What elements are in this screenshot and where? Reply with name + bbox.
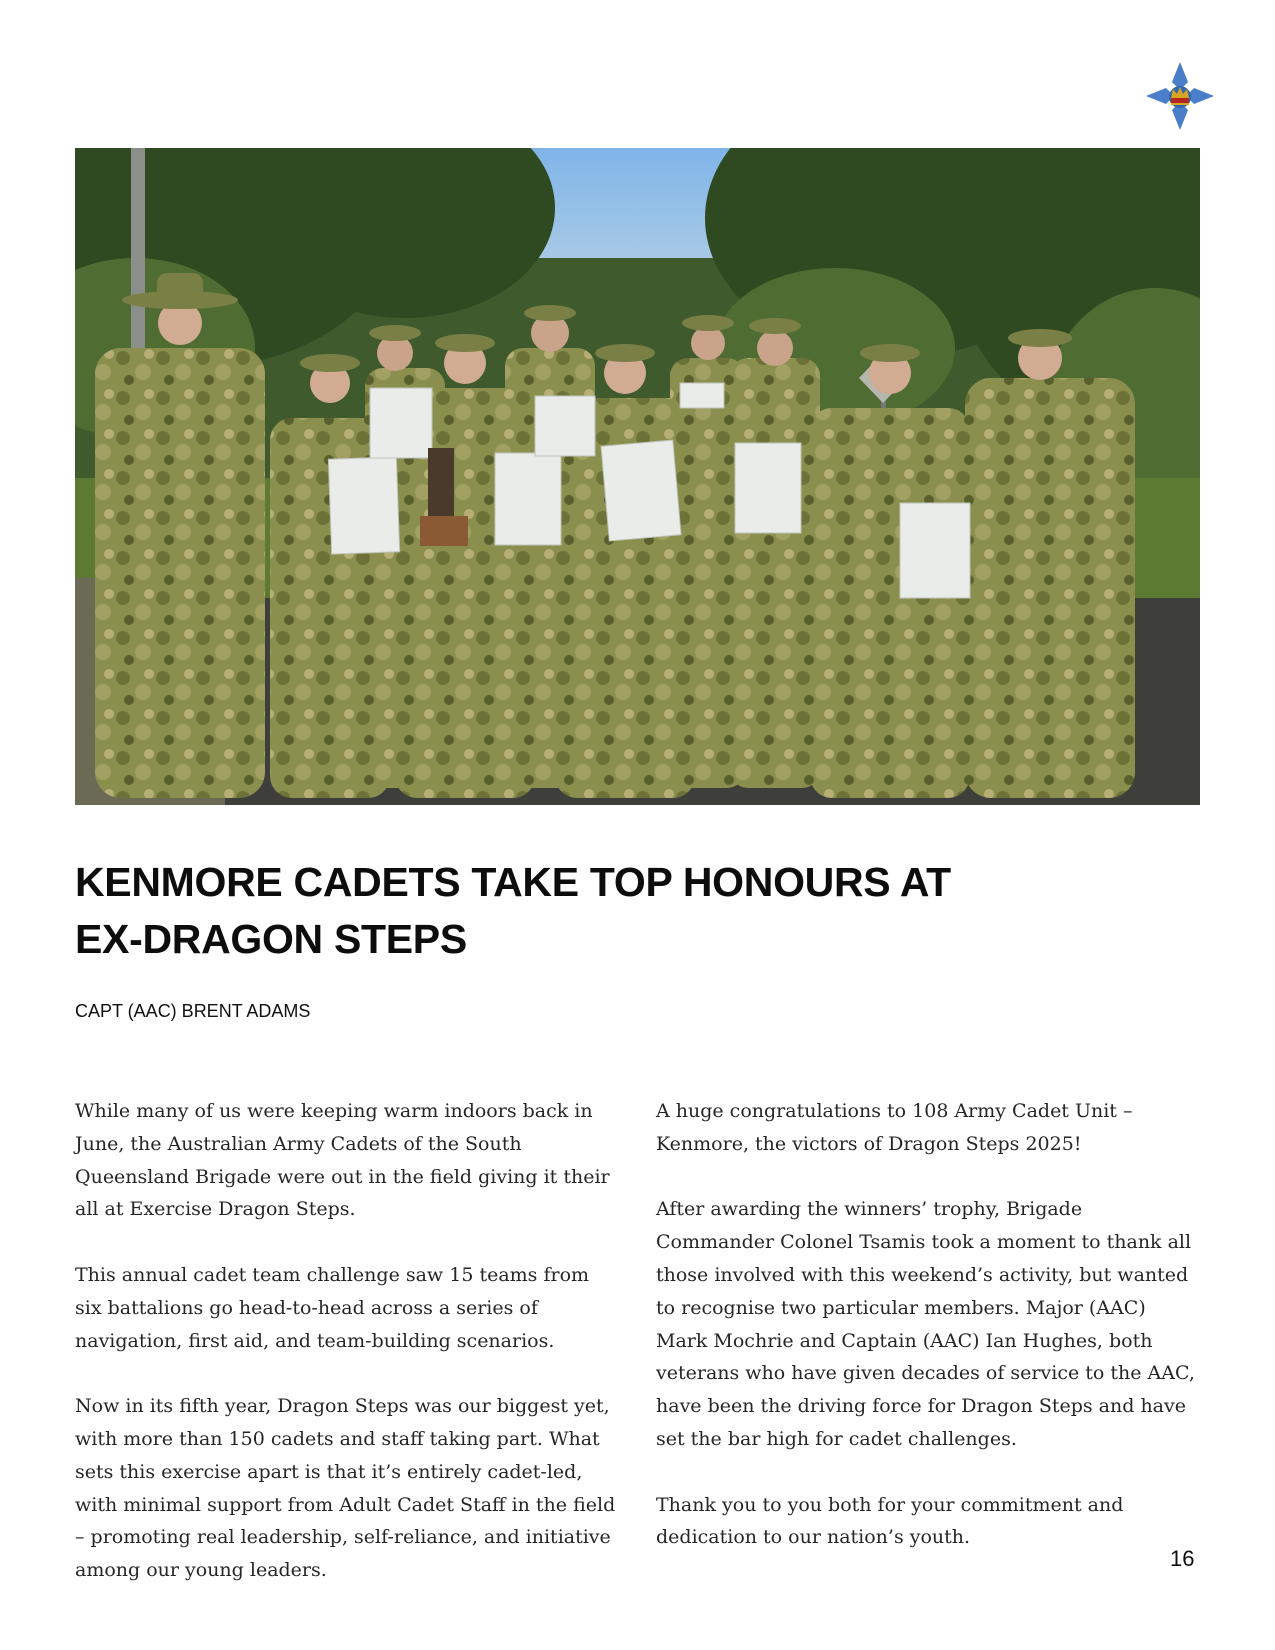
headline-line-1: KENMORE CADETS TAKE TOP HONOURS AT <box>75 859 951 905</box>
page-number: 16 <box>1170 1546 1195 1571</box>
paragraph: This annual cadet team challenge saw 15 teams from six battalions go head-to-head across a series of navigation, first aid, and team-building scenarios. <box>75 1263 590 1352</box>
article-column-right <box>656 1095 1201 1587</box>
paragraph: After awarding the winners’ trophy, Brigade Commander Colonel Tsamis took a moment to thank all those involved with this weekend’s activity, but wanted to recognise two particular members. Major (AAC) Mark Mochrie and Captain (AAC) Ian Hughes, both veterans who have given decades of service to the AAC, have been the driving force for Dragon Steps and have set the bar high for cadet challenges. <box>656 1198 1195 1450</box>
article-column-left <box>75 1095 620 1620</box>
paragraph: Now in its fifth year, Dragon Steps was our biggest yet, with more than 150 cadets and staff taking part. What sets this exercise apart is that it’s entirely cadet-led, with minimal support from Adult Cadet Staff in the field – promoting real leadership, self-reliance, and initiative among our young leaders. <box>75 1395 616 1582</box>
cadets-group-photo <box>75 148 1200 805</box>
article-headline <box>75 854 1075 968</box>
paragraph: Thank you to you both for your commitment and dedication to our nation’s youth. <box>656 1493 1124 1549</box>
paragraph: A huge congratulations to 108 Army Cadet Unit – Kenmore, the victors of Dragon Steps 2025! <box>656 1100 1133 1155</box>
headline-line-2: EX-DRAGON STEPS <box>75 916 467 962</box>
paragraph: While many of us were keeping warm indoors back in June, the Australian Army Cadets of the South Queensland Brigade were out in the field giving it their all at Exercise Dragon Steps. <box>75 1100 610 1221</box>
author-byline: CAPT (AAC) BRENT ADAMS <box>75 1001 311 1021</box>
star-cross-crown-icon <box>1144 60 1216 132</box>
